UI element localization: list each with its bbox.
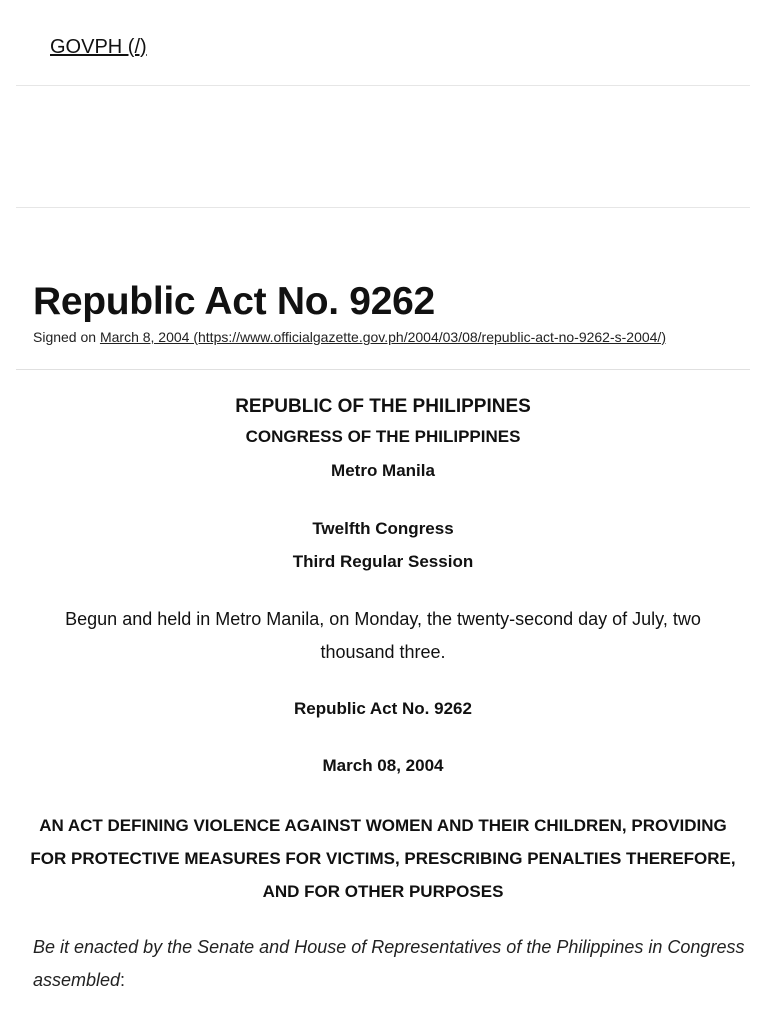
act-number: Republic Act No. 9262	[294, 699, 472, 718]
govph-home-link[interactable]: GOVPH (/)	[50, 36, 147, 58]
session-heading: Third Regular Session	[292, 552, 474, 571]
republic-heading: REPUBLIC OF THE PHILIPPINES	[235, 396, 531, 417]
enacting-clause-text: Be it enacted by the Senate and House of Representatives of the Philippines in Congress assembled	[33, 937, 745, 990]
signed-date-line	[33, 329, 666, 345]
document-header	[16, 208, 750, 370]
congress-heading: CONGRESS OF THE PHILIPPINES	[245, 427, 521, 446]
signed-date-link[interactable]: March 8, 2004 (https://www.officialgazette.gov.ph/2004/03/08/republic-act-no-9262-s-2004/)	[99, 329, 666, 345]
page-title: Republic Act No. 9262	[33, 280, 435, 323]
congress-number: Twelfth Congress	[312, 519, 454, 538]
signed-prefix: Signed on	[33, 329, 100, 345]
act-title: AN ACT DEFINING VIOLENCE AGAINST WOMEN AND THEIR CHILDREN, PROVIDING FOR PROTECTIVE MEASURES FOR VICTIMS, PRESCRIBING PENALTIES THEREFORE, AND FOR OTHER PURPOSES	[30, 816, 736, 901]
act-date: March 08, 2004	[322, 756, 444, 775]
enacting-clause-colon: :	[120, 970, 126, 990]
enacting-clause	[33, 931, 745, 997]
session-intro-paragraph: Begun and held in Metro Manila, on Monday, the twenty-second day of July, two thousand three.	[65, 609, 701, 662]
header-banner-area	[16, 86, 750, 208]
location-heading: Metro Manila	[331, 461, 435, 480]
top-navigation-bar	[16, 0, 750, 86]
